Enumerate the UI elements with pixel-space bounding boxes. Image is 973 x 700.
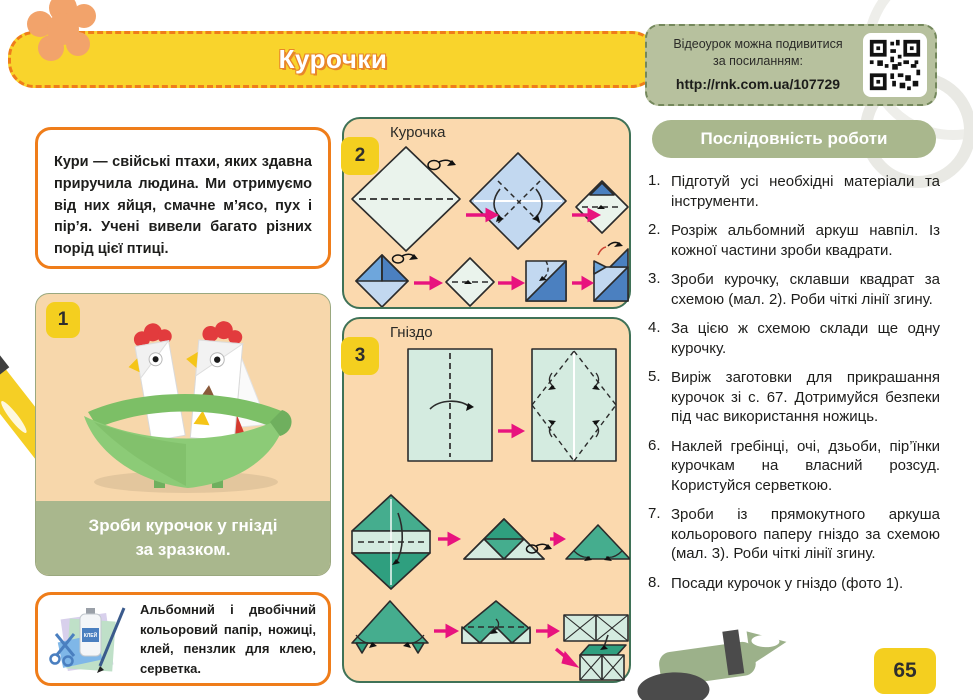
page-number-badge: 65 — [874, 648, 936, 694]
diagram-number-badge: 2 — [341, 137, 379, 175]
photo-caption: Зроби курочок у гнізді за зразком. — [36, 501, 330, 575]
materials-box — [35, 592, 331, 686]
step-item: 5. Виріж заготовки для прикрашання курочок зі с. 67. Дотримуйся безпеки під час використання ножиць. — [648, 368, 940, 425]
nest-folding-diagram — [346, 343, 630, 681]
photo-number-badge: 1 — [46, 302, 80, 338]
title-bar — [8, 31, 658, 88]
origami-chickens-photo — [36, 294, 331, 503]
sequence-title: Послідовність роботи — [700, 129, 888, 148]
green-crayon-icon — [625, 598, 838, 700]
materials-text: Альбомний і двобічний кольоровий папір, ножиці, клей, пензлик для клею, серветка. — [140, 602, 316, 676]
materials-illustration-icon — [48, 604, 132, 674]
step-item: 8. Посади курочок у гніздо (фото 1). — [648, 573, 904, 592]
chicken-diagram-box — [342, 117, 631, 309]
diagram-number-badge: 3 — [341, 337, 379, 375]
origami-nest — [84, 394, 292, 488]
qr-code-icon — [863, 33, 927, 97]
video-url: http://rnk.com.ua/107729 — [675, 75, 841, 92]
nest-diagram-box — [342, 317, 631, 683]
sequence-header — [652, 120, 936, 158]
svg-text:КЛЕЙ: КЛЕЙ — [83, 633, 98, 639]
video-link-box — [645, 24, 937, 106]
intro-text-box — [35, 127, 331, 269]
step-item: 7. Зроби із прямокутного аркуша кольорового паперу гніздо за схемою (мал. 3). Роби чіткі лінії згину. — [648, 505, 940, 562]
step-item: 6. Наклей гребінці, очі, дзьоби, пір’їнки курочкам на власний розсуд. Користуйся серветкою. — [648, 436, 940, 494]
step-item: 3. Зроби курочку, склавши квадрат за схемою (мал. 2). Роби чіткі лінії згину. — [648, 270, 940, 308]
steps-list — [648, 172, 940, 603]
diagram-label: Курочка — [390, 124, 446, 141]
step-item: 2. Розріж альбомний аркуш навпіл. Із кожної частини зроби квадрати. — [648, 221, 940, 259]
page-title: Курочки — [278, 44, 388, 74]
diagram-label: Гніздо — [390, 324, 433, 341]
step-item: 4. За цією ж схемою склади ще одну курочку. — [648, 319, 940, 357]
video-link-text: Відеоурок можна подивитися за посиланням: http://rnk.com.ua/107729 — [659, 36, 857, 94]
photo-card — [35, 293, 331, 576]
chicken-folding-diagram — [346, 143, 630, 307]
origami-chicken-right — [179, 318, 276, 444]
origami-chicken-left — [122, 320, 189, 443]
step-item: 1. Підготуй усі необхідні матеріали та інструменти. — [648, 172, 940, 210]
intro-text: Кури — свійські птахи, яких здавна приручила людина. Ми отримуємо від них яйця, смачне м’ясо, пух і пір’я. Учені вивели багато різних порід цієї птиці. — [54, 154, 312, 257]
